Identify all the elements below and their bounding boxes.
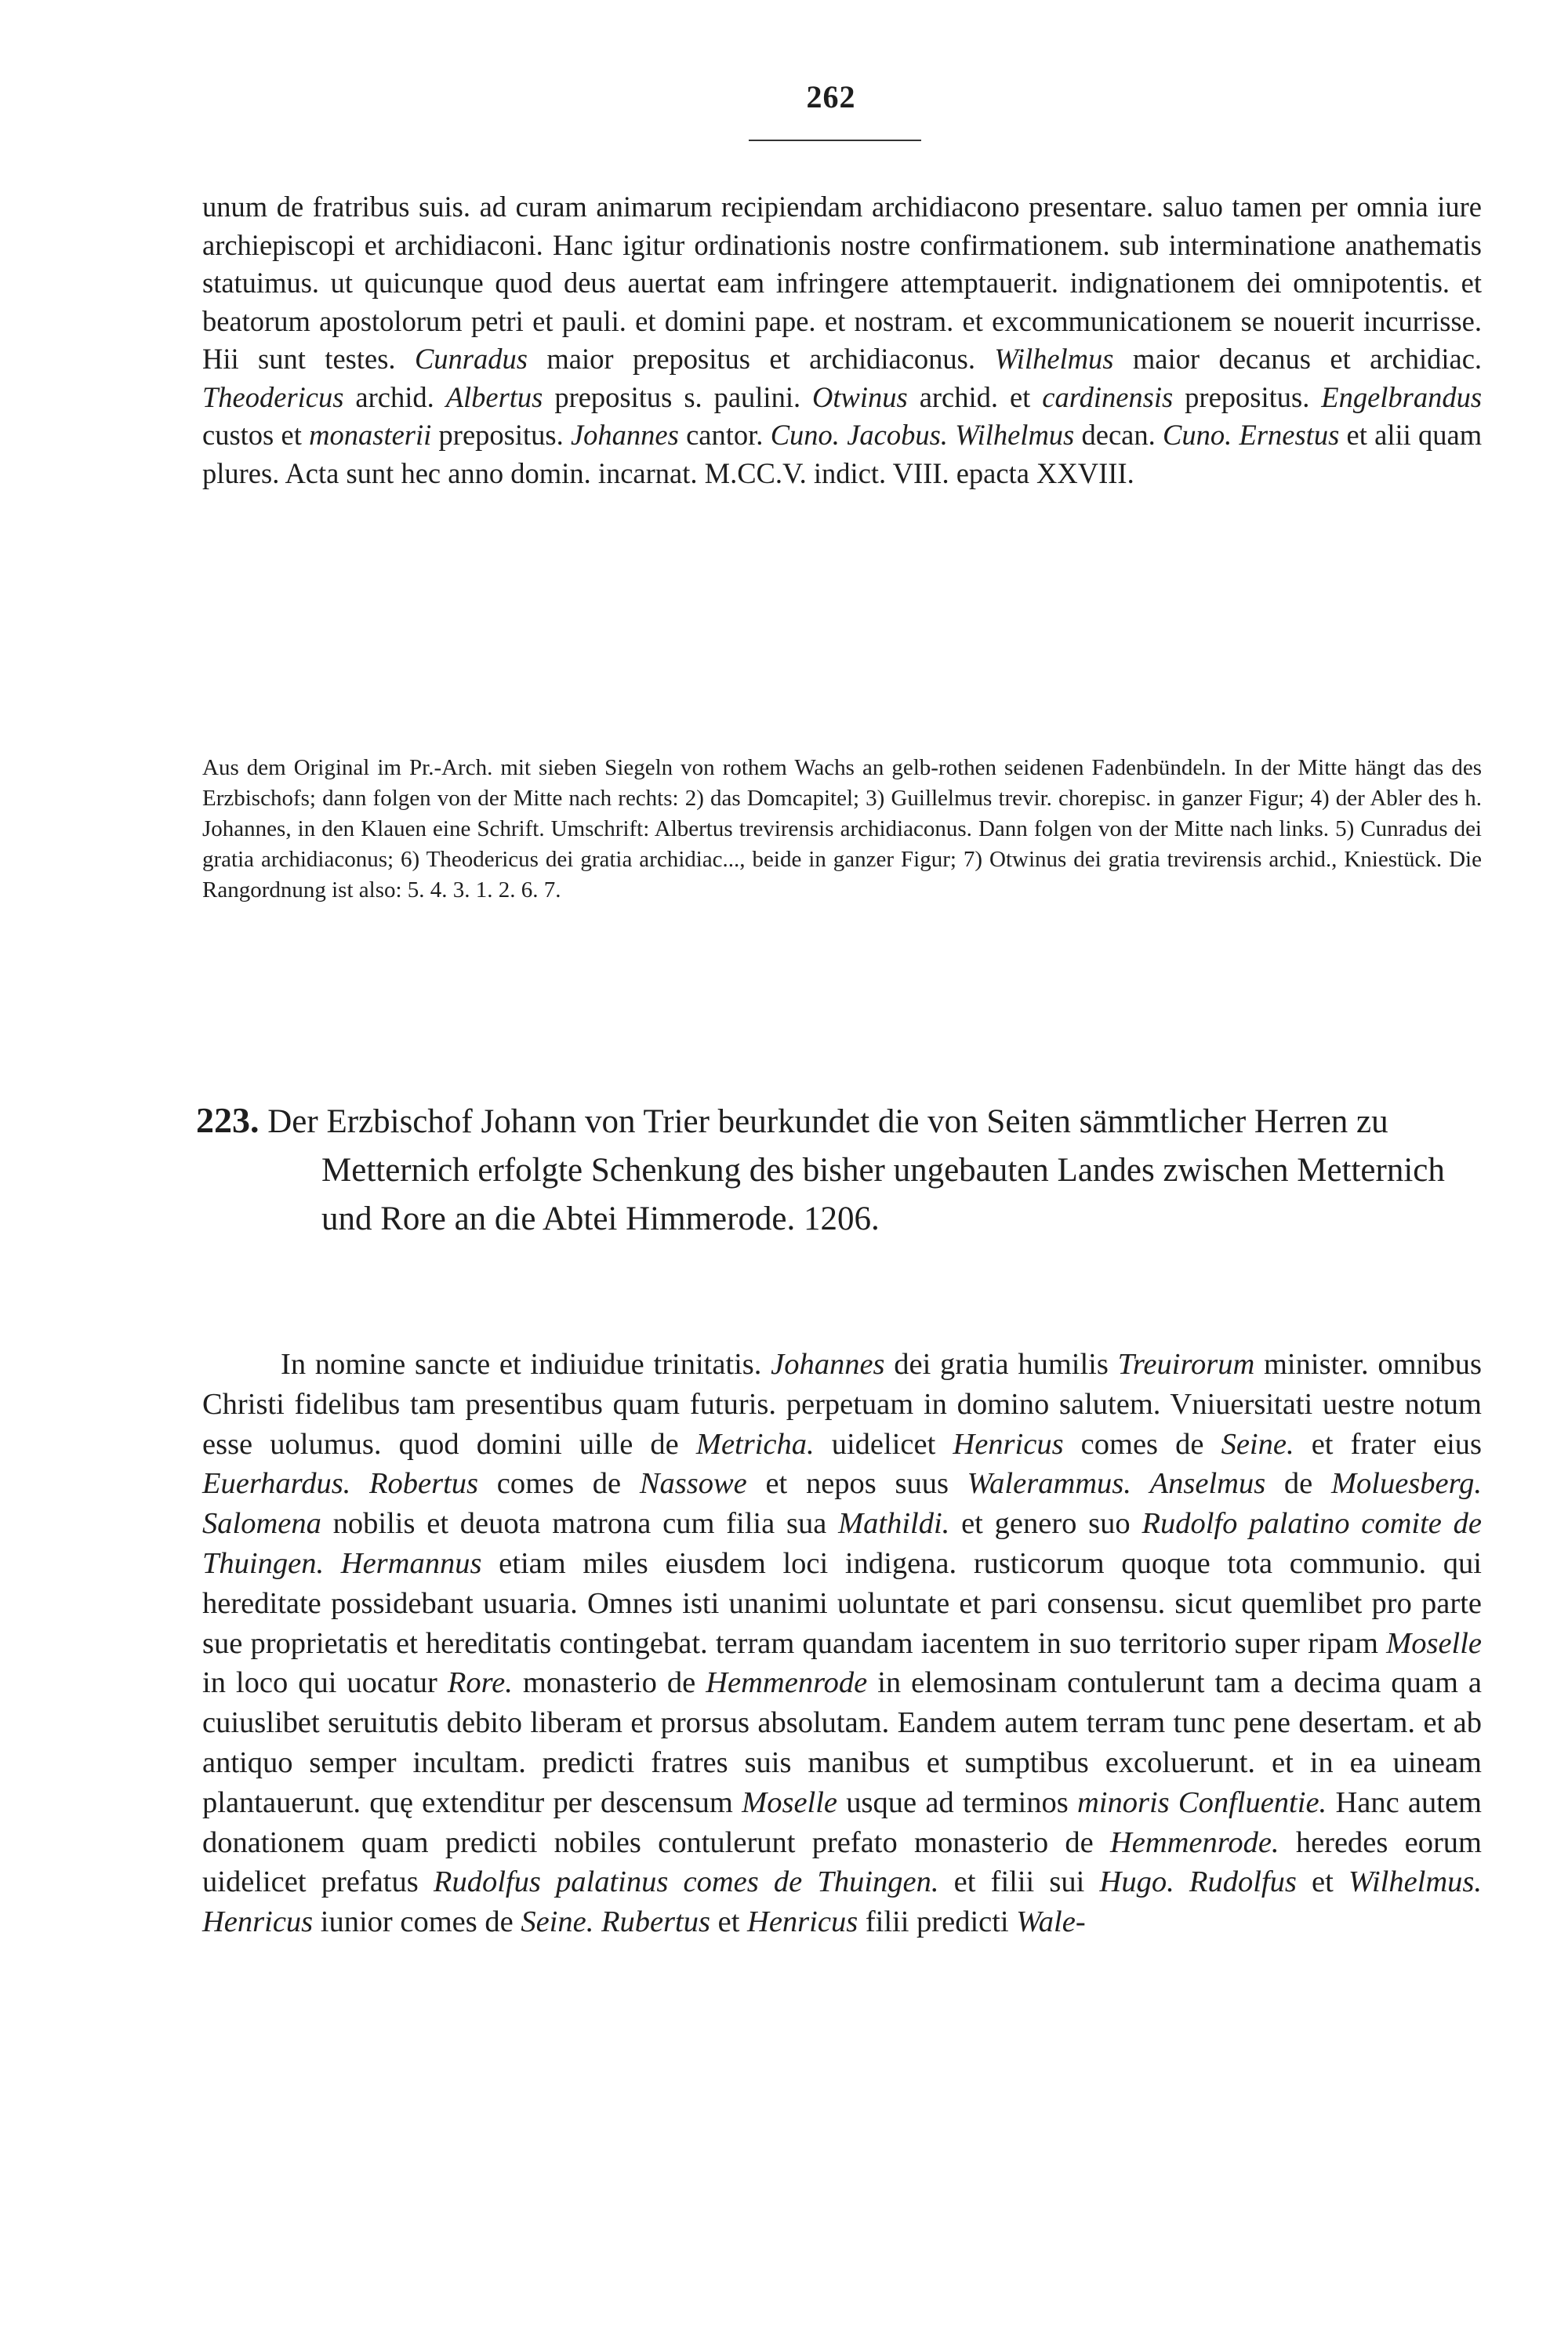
witness-name: Wilhelmus [994,343,1114,375]
charter-name: Johannes [771,1348,885,1381]
witness-title: prepositus. [1185,380,1310,413]
charter-name: Treuirorum [1117,1348,1255,1381]
charter-name: Hugo. [1099,1865,1174,1899]
charter-name: Seine. [1221,1427,1294,1461]
charter-name: Mathildi. [838,1507,950,1541]
witness-title: archid. et [919,380,1031,413]
charter-name: Salomena [202,1507,321,1541]
witness-title: custos et [202,419,302,451]
charter-name: Wale- [1016,1905,1086,1939]
charter-segment: in loco qui uocatur [202,1666,437,1700]
charter-name: Hemmenrode. [1109,1825,1279,1859]
charter-name: Moluesberg. [1330,1467,1483,1501]
charter-segment: et filii sui [953,1865,1085,1899]
witness-name: Albertus [445,380,543,413]
previous-document-text [202,188,1482,492]
witness-name: Engelbrandus [1321,380,1483,413]
document-number: 223. [196,1100,260,1140]
charter-segment: usque ad terminos [846,1785,1069,1819]
charter-segment: nobilis et deuota matrona cum filia sua [332,1507,827,1541]
witness-title: archid. [355,380,434,413]
witness-title: decan. [1081,419,1156,451]
charter-text [202,1345,1482,1942]
witness-name: Theodericus [202,380,344,413]
witness-title: prepositus s. paulini. [554,380,801,413]
witness-name: Cuno. [1163,419,1232,451]
witness-name: Ernestus [1239,419,1340,451]
charter-name: Rudolfo palatino comite de Thuingen. [202,1507,1482,1580]
heading-title: Der Erzbischof Johann von Trier beurkundet die von Seiten sämmtlicher Herren zu Metternich erfolgte Schenkung des bisher ungebauten Landes zwischen Metternich und Rore an die Abtei Himmerode. [267,1103,1445,1237]
charter-segment: etiam miles eiusdem loci indigena. rusticorum quoque tota communio. qui hereditate possidebant usuaria. Omnes isti unanimi uoluntate et pari consensu. sicut quemlibet pro parte sue proprietatis et hereditatis contingebat. terram quandam iacentem in suo territorio super ripam [202,1546,1482,1660]
charter-segment: minister. omnibus Christi fidelibus tam presentibus quam futuris. perpetuam in domino salutem. Vniuersitati uestre notum esse uolumus. quod domini uille de [202,1348,1482,1461]
witness-name: Otwinus [812,380,908,413]
witness-name: Wilhelmus [955,419,1075,451]
charter-segment: et genero suo [961,1507,1131,1541]
charter-segment: Hanc autem donationem quam predicti nobiles contulerunt prefato monasterio de [202,1785,1483,1859]
charter-segment: et nepos suus [765,1467,949,1501]
charter-segment: de [1283,1467,1313,1501]
charter-segment: uidelicet [831,1427,936,1461]
charter-segment: comes de [1080,1427,1204,1461]
charter-segment: et [717,1905,740,1939]
witness-title: et alii quam plures. [202,419,1483,489]
witness-title: cantor. [686,419,764,451]
charter-segment: iunior comes de [320,1905,514,1939]
charter-name: Henricus [202,1905,314,1939]
witness-title: prepositus. [438,419,564,451]
charter-name: Anselmus [1149,1467,1266,1501]
heading-text [196,1096,1490,1244]
witness-title: maior decanus et archidiac. [1132,343,1483,375]
charter-name: Walerammus. [967,1467,1131,1501]
prev-doc-body: unum de fratribus suis. ad curam animarum recipiendam archidiacono presentare. saluo tamen per omnia iure archiepiscopi et archidiaconi. Hanc igitur ordinationis nostre confirmationem. sub interminatione anathematis statuimus. ut quicunque quod deus auertat eam infringere attemptauerit. indignationem dei omnipotentis. et beatorum apostolorum petri et pauli. et domini pape. et nostram. et excommunicationem se nouerit incurrisse. Hii sunt testes. [202,191,1482,375]
charter-name: Seine. [521,1905,594,1939]
charter-name: Moselle [1386,1626,1483,1660]
page-number: 262 [806,79,856,114]
charter-segment: filii predicti [865,1905,1009,1939]
charter-name: Rubertus [601,1905,710,1939]
witness-name: Cuno. [770,419,840,451]
charter-segment: monasterio de [522,1666,696,1700]
charter-segment: In nomine sancte et indiuidue trinitatis. [281,1348,762,1381]
charter-name: Robertus [369,1467,479,1501]
heading-year: 1206. [804,1200,880,1237]
charter-name: Rore. [447,1666,513,1700]
charter-name: minoris Confluentie. [1076,1785,1327,1819]
charter-name: Hermannus [340,1546,482,1580]
charter-segment: in elemosinam contulerunt tam a decima quam a cuiuslibet seruitutis debito liberam et prorsus absolutam. Eandem autem terram tunc pene desertam. et ab antiquo semper incultam. predicti fratres suis manibus et sumptibus excoluerunt. et in ea uineam plantauerunt. quę extenditur per descensum [202,1666,1483,1819]
witness-name: cardinensis [1042,380,1174,413]
charter-name: Metricha. [695,1427,815,1461]
witness-name: monasterii [309,419,432,451]
charter-segment: comes de [496,1467,622,1501]
charter-segment: et frater eius [1311,1427,1483,1461]
charter-name: Euerhardus. [202,1467,351,1501]
charter-segment: et [1312,1865,1334,1899]
document-heading [196,1096,1490,1244]
charter-name: Rudolfus [1189,1865,1297,1899]
witness-name: Johannes [570,419,679,451]
dating-clause: Acta sunt hec anno domin. incarnat. M.CC.V. indict. VIII. epacta XXVIII. [285,456,1134,489]
footnote-text: Aus dem Original im Pr.-Arch. mit sieben Siegeln von rothem Wachs an gelb-rothen seidenen Fadenbündeln. In der Mitte hängt das des Erzbischofs; dann folgen von der Mitte nach rechts: 2) das Domcapitel; 3) Guillelmus trevir. chorepisc. in ganzer Figur; 4) der Abler des h. Johannes, in den Klauen eine Schrift. Umschrift: Albertus trevirensis archidiaconus. Dann folgen von der Mitte nach links. 5) Cunradus dei gratia archidiaconus; 6) Theodericus dei gratia archidiac..., beide in ganzer Figur; 7) Otwinus dei gratia trevirensis archid., Kniestück. Die Rangordnung ist also: 5. 4. 3. 1. 2. 6. 7. [202,755,1482,903]
charter-name: Wilhelmus. [1348,1865,1483,1899]
charter-name: Hemmenrode [706,1666,868,1700]
page-number-rule [749,140,921,141]
charter-name: Henricus [747,1905,858,1939]
charter-name: Nassowe [639,1467,747,1501]
charter-name: Henricus [953,1427,1064,1461]
charter-segment: heredes eorum uidelicet prefatus [202,1825,1482,1899]
charter-segment: dei gratia humilis [894,1348,1109,1381]
witness-name: Jacobus. [847,419,948,451]
witness-title: maior prepositus et archidiaconus. [546,343,975,375]
witness-name: Cunradus [414,343,528,375]
charter-name: Rudolfus palatinus comes de Thuingen. [433,1865,939,1899]
source-footnote [202,753,1482,906]
charter-name: Moselle [742,1785,838,1819]
